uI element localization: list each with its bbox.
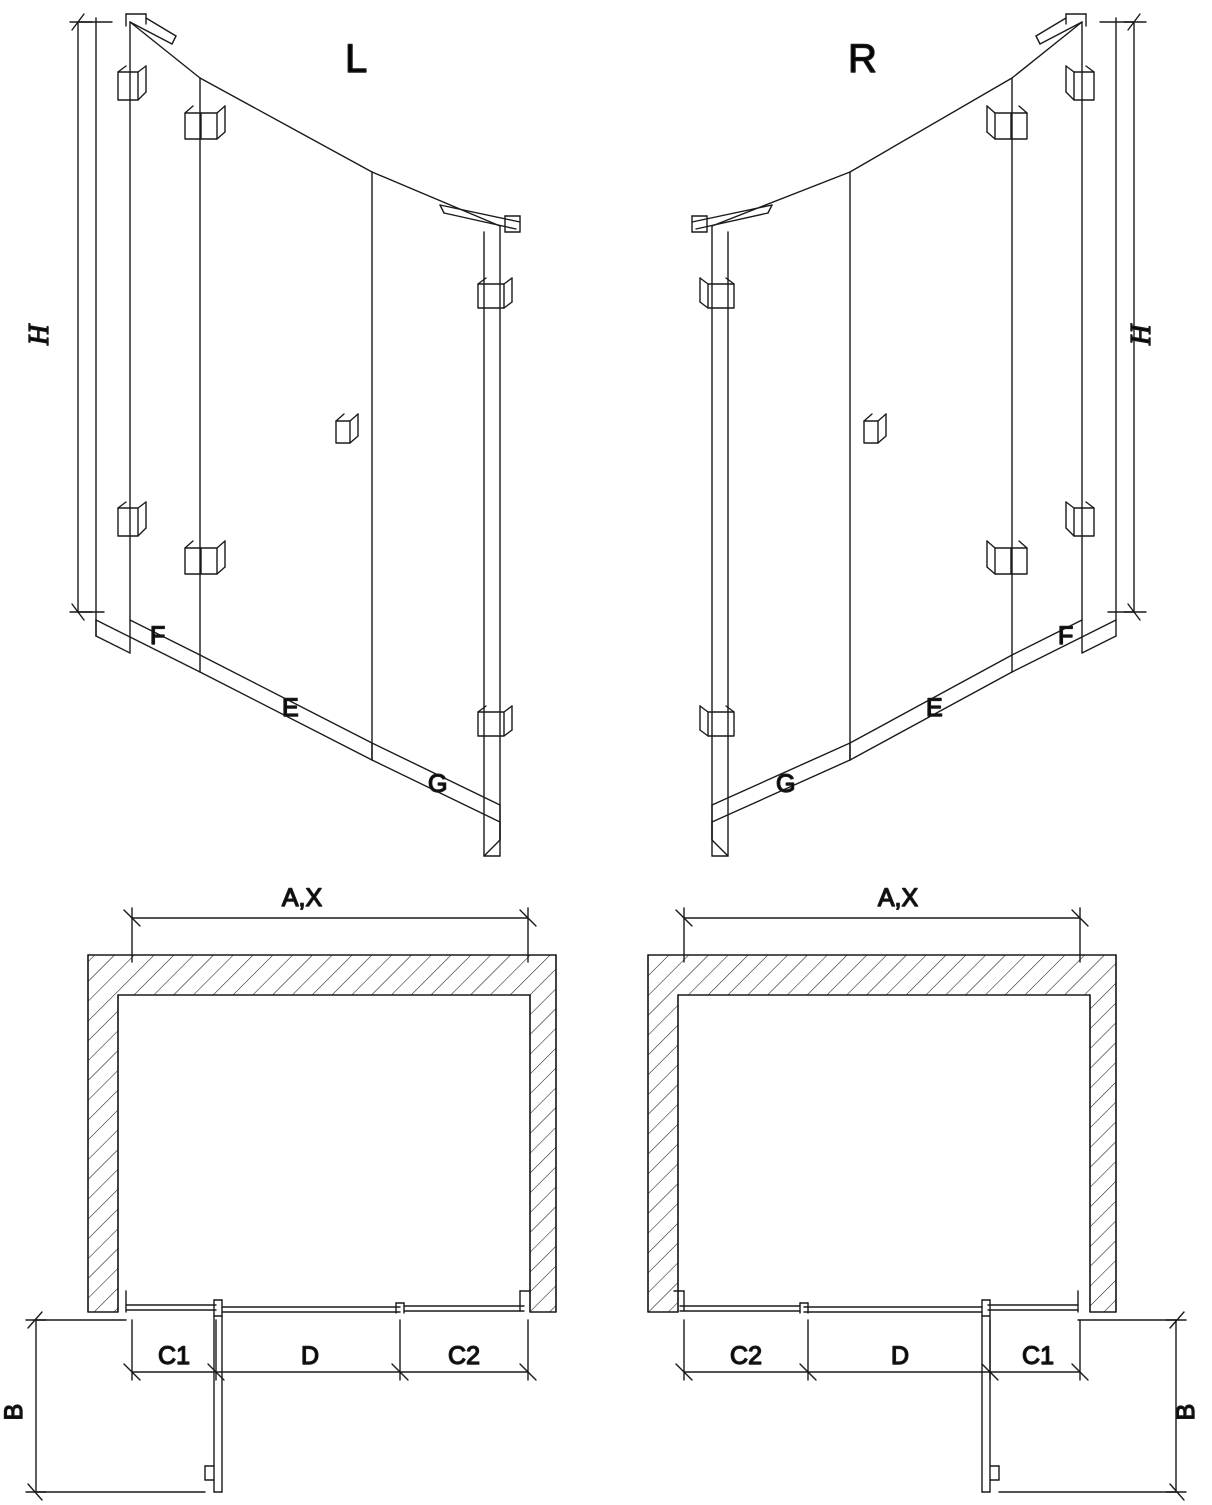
label-e-right: E	[926, 694, 943, 722]
dimension-height-right	[1100, 14, 1146, 620]
hinge-bottom-left	[185, 541, 225, 574]
wall-bracket-right-bottom-l	[478, 706, 512, 736]
wall-bracket-right-bottom	[1066, 502, 1094, 536]
label-f-right: F	[1058, 622, 1074, 650]
plan-right-view	[648, 884, 1200, 1500]
door-handle-right	[864, 414, 886, 443]
iso-left-view	[24, 14, 520, 856]
hinge-bottom-right	[987, 541, 1027, 574]
wall-bracket-left-top	[118, 66, 146, 100]
dimension-ax-right	[676, 908, 1088, 962]
label-variant-left: L	[345, 37, 368, 81]
label-height-left: H	[24, 324, 55, 345]
dimension-b-left	[26, 1312, 205, 1500]
wall-bracket-right-top	[1066, 66, 1094, 100]
dimension-b-right	[999, 1312, 1186, 1500]
wall-hatch-right	[648, 955, 1116, 1312]
wall-bracket-left-bottom	[118, 502, 146, 536]
iso-right-view	[692, 14, 1157, 856]
hinge-top-left	[185, 106, 225, 139]
label-g-right: G	[776, 770, 796, 798]
label-c1-left: C1	[158, 1342, 190, 1370]
label-b-left: B	[0, 1403, 28, 1421]
label-c2-right: C2	[730, 1342, 762, 1370]
label-e-left: E	[282, 694, 299, 722]
label-c1-right: C1	[1022, 1342, 1054, 1370]
door-handle-left	[336, 414, 358, 443]
label-ax-right: A,X	[877, 884, 919, 912]
plan-left-view	[0, 884, 556, 1500]
label-c2-left: C2	[448, 1342, 480, 1370]
dimension-ax-left	[124, 908, 536, 962]
label-ax-left: A,X	[281, 884, 323, 912]
label-b-right: B	[1172, 1403, 1200, 1421]
hinge-top-right	[987, 106, 1027, 139]
wall-bracket-left-bottom-r	[700, 706, 734, 736]
label-d-left: D	[300, 1342, 320, 1370]
dimension-height-left	[70, 14, 112, 620]
wall-hatch-left	[88, 955, 556, 1312]
label-variant-right: R	[848, 37, 877, 81]
wall-bracket-left-top-r	[700, 278, 734, 308]
label-g-left: G	[428, 770, 448, 798]
label-d-right: D	[890, 1342, 910, 1370]
wall-bracket-right-top-l	[478, 278, 512, 308]
label-height-right: H	[1126, 324, 1157, 345]
label-f-left: F	[150, 622, 166, 650]
